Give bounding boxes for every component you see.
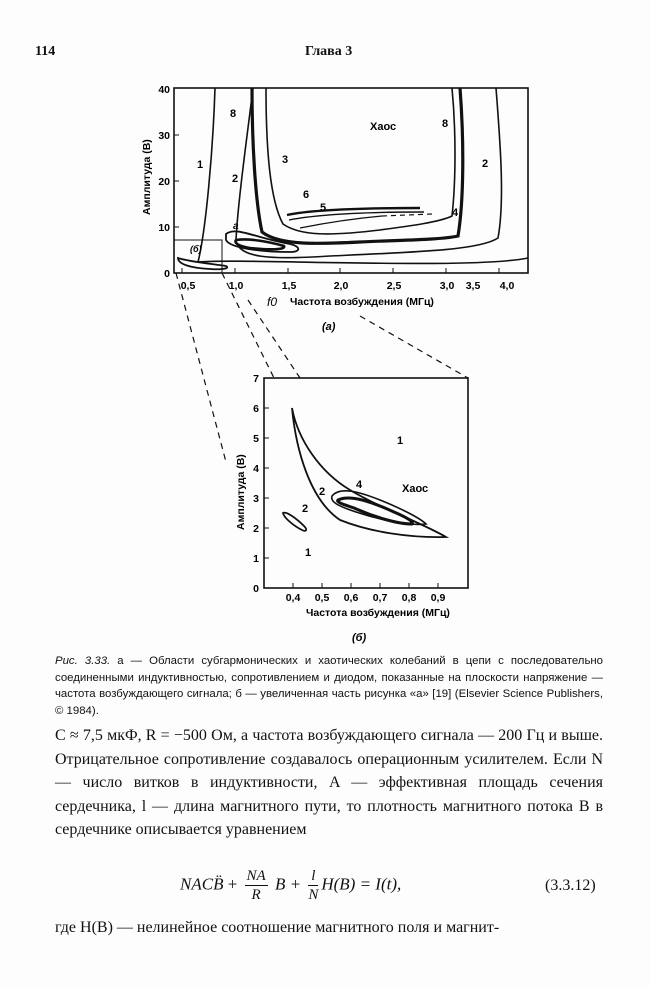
a-region-8-left: 8 bbox=[230, 108, 237, 120]
page-number: 114 bbox=[35, 44, 56, 59]
b-region-2-lower: 2 bbox=[302, 503, 309, 515]
b-chaos-label: Хаос bbox=[402, 483, 429, 495]
b-ytick-1: 1 bbox=[253, 553, 259, 565]
b-small-loop bbox=[283, 513, 306, 531]
a-xtick-0.5: 0,5 bbox=[180, 280, 196, 292]
equation-3-3-12 bbox=[0, 853, 650, 913]
a-inset-label: (б) bbox=[190, 244, 202, 254]
b-region-4-chaos bbox=[338, 498, 413, 524]
f0-label: f0 bbox=[267, 295, 278, 309]
b-ytick-5: 5 bbox=[253, 433, 259, 445]
a-y-axis-label: Амплитуда (В) bbox=[141, 139, 153, 215]
eq-frac1-num: NA bbox=[246, 868, 266, 884]
curve-4-dashed bbox=[382, 214, 432, 216]
eq-frac1-den: R bbox=[251, 887, 261, 903]
panel-b-frame bbox=[264, 378, 468, 588]
b-y-axis-label: Амплитуда (В) bbox=[235, 454, 247, 530]
caption-text: а — Области субгармонических и хаотических колебаний в цепи с последовательно соединенными индуктивностью, сопротивлением и диодом, показанные на плоскости напряжение — частота возбуждающего сигнала; б — увеличенная часть рисунка «а» [19] (Elsevier Science Publishers, © 1984). bbox=[55, 655, 603, 717]
a-xtick-3.5: 3,5 bbox=[465, 280, 481, 292]
b-xtick-0.9: 0,9 bbox=[430, 592, 446, 604]
a-region-alpha: а bbox=[233, 221, 239, 232]
a-region-2-right: 2 bbox=[482, 158, 489, 170]
b-region-2-upper: 2 bbox=[319, 486, 326, 498]
caption-prefix: Рис. 3.33. bbox=[55, 655, 111, 667]
panel-b-region-labels bbox=[302, 435, 428, 559]
b-outer-region bbox=[292, 408, 446, 537]
chapter-title: Глава 3 bbox=[305, 44, 353, 59]
panel-b bbox=[235, 373, 468, 644]
panel-a bbox=[141, 84, 528, 462]
a-xtick-2.0: 2,0 bbox=[333, 280, 349, 292]
b-ytick-4: 4 bbox=[253, 463, 259, 475]
a-ytick-30: 30 bbox=[158, 130, 170, 142]
eq-frac2-den: N bbox=[308, 887, 319, 903]
b-x-axis-label: Частота возбуждения (МГц) bbox=[306, 607, 450, 619]
a-region-5: 5 bbox=[320, 202, 327, 214]
a-region-3: 3 bbox=[282, 154, 289, 166]
a-region-4: 4 bbox=[452, 207, 459, 219]
b-xtick-0.5: 0,5 bbox=[314, 592, 330, 604]
a-xtick-1.5: 1,5 bbox=[281, 280, 297, 292]
a-x-axis-label: Частота возбуждения (МГц) bbox=[290, 296, 434, 308]
eq-b-ddot: B̈ bbox=[213, 874, 224, 894]
eq-frac-na-r bbox=[245, 867, 268, 904]
equation-expression bbox=[180, 867, 401, 904]
a-ytick-40: 40 bbox=[158, 84, 170, 96]
b-xtick-0.7: 0,7 bbox=[372, 592, 388, 604]
figure-caption bbox=[55, 653, 603, 719]
equation-number: (3.3.12) bbox=[545, 877, 596, 894]
panel-a-label: (а) bbox=[322, 321, 336, 333]
eq-plus: + bbox=[223, 874, 242, 894]
b-ytick-7: 7 bbox=[253, 373, 259, 385]
eq-rhs: H(B) = I(t), bbox=[321, 874, 402, 894]
a-xtick-4.0: 4,0 bbox=[499, 280, 515, 292]
a-xtick-2.5: 2,5 bbox=[386, 280, 402, 292]
a-ytick-0: 0 bbox=[164, 268, 170, 280]
panel-b-label: (б) bbox=[352, 632, 367, 644]
baseline-curve bbox=[198, 258, 528, 263]
b-region-1-top: 1 bbox=[397, 435, 404, 447]
a-ytick-20: 20 bbox=[158, 176, 170, 188]
body-paragraph: C ≈ 7,5 мкФ, R = −500 Ом, а частота возбуждающего сигнала — 200 Гц и выше. Отрицательное сопротивление создавалось операционным усилителем. Если N — число витков в индуктивности, A — эффективная площадь сечения сердечника, l — длина магнитного пути, то плотность магнитного потока B в сердечнике описывается уравнением bbox=[55, 727, 603, 838]
b-region-4: 4 bbox=[356, 479, 363, 491]
b-xtick-0.8: 0,8 bbox=[401, 592, 417, 604]
eq-frac2-num: l bbox=[308, 867, 318, 886]
panel-a-curves bbox=[174, 88, 528, 462]
b-ytick-0: 0 bbox=[253, 583, 259, 595]
loop-inset bbox=[178, 258, 227, 269]
body-last-line: где H(B) — нелинейное соотношение магнитного поля и магнит- bbox=[55, 919, 500, 936]
b-ytick-3: 3 bbox=[253, 493, 259, 505]
a-region-6: 6 bbox=[303, 189, 310, 201]
a-chaos-label: Хаос bbox=[370, 121, 397, 133]
a-region-2-left: 2 bbox=[232, 173, 239, 185]
eq-lhs: NAC bbox=[180, 874, 214, 894]
region-boundary-1 bbox=[198, 88, 215, 262]
a-ytick-10: 10 bbox=[158, 222, 170, 234]
b-region-1-bottom: 1 bbox=[305, 547, 312, 559]
b-ytick-2: 2 bbox=[253, 523, 259, 535]
a-xtick-1.0: 1,0 bbox=[228, 280, 244, 292]
curve-4-solid bbox=[300, 216, 382, 228]
b-xtick-0.4: 0,4 bbox=[285, 592, 301, 604]
panel-b-curves bbox=[283, 408, 446, 537]
b-xtick-0.6: 0,6 bbox=[343, 592, 359, 604]
b-ytick-6: 6 bbox=[253, 403, 259, 415]
a-xtick-3.0: 3,0 bbox=[439, 280, 455, 292]
region-boundary-3 bbox=[266, 88, 455, 234]
eq-frac-l-n bbox=[308, 867, 318, 904]
a-region-8-right: 8 bbox=[442, 118, 449, 130]
eq-b-term: B + bbox=[270, 874, 306, 894]
a-region-1: 1 bbox=[197, 159, 204, 171]
